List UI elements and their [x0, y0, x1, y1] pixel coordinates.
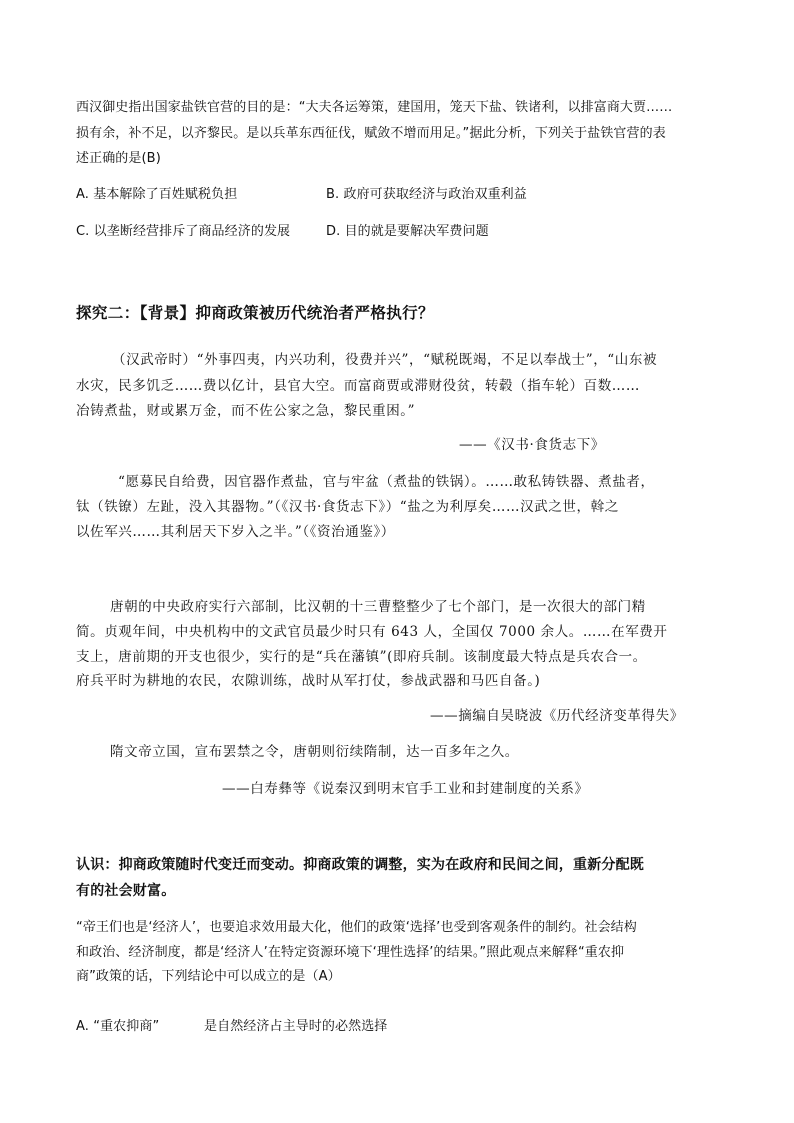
passage-1-line-2: 水灾，民多饥乏……费以亿计，县官大空。而富商贾或滞财役贫，转毂（指车轮）百数……: [76, 378, 640, 394]
question-2-line-2: 和政治、经济制度，都是‘经济人’在特定资源环境下‘理性选择’的结果。”照此观点来解释“重农抑: [76, 945, 625, 960]
passage-4-line: 隋文帝立国，宣布罢禁之令，唐朝则衍续隋制，达一百多年之久。: [110, 744, 519, 760]
passage-1-line-1: （汉武帝时）“外事四夷，内兴功利，役费并兴”，“赋税既竭，不足以奉战士”，“山东被: [112, 352, 658, 368]
passage-2-line-1: “愿募民自给费，因官器作煮盐，官与牢盆（煮盐的铁锅）。……敢私铸铁器、煮盐者，: [118, 474, 655, 490]
passage-2-line-3: 以佐军兴……其利居天下岁入之半。”（《资治通鉴》）: [76, 524, 395, 540]
passage-1-line-3: 冶铸煮盐，财或累万金，而不佐公家之急，黎民重困。”: [76, 403, 416, 419]
cognition-line-1: 认识：抑商政策随时代变迁而变动。抑商政策的调整，实为在政府和民间之间，重新分配既: [76, 857, 644, 873]
question-1-option-d: D. 目的就是要解决军费问题: [326, 224, 489, 239]
section-2-heading: 探究二：【背景】抑商政策被历代统治者严格执行？: [76, 304, 434, 322]
question-2-option-a-label: A. “重农抑商”: [76, 1019, 160, 1034]
passage-2-line-2: 钛（铁镣）左趾，没入其器物。”（《汉书·食货志下》）“盐之为利厚矣……汉武之世，斡之: [76, 499, 619, 515]
question-1-option-b: B. 政府可获取经济与政治双重利益: [326, 187, 527, 202]
question-1-option-c: C. 以垄断经营排斥了商品经济的发展: [76, 224, 291, 239]
question-2-line-3: 商”政策的话，下列结论中可以成立的是（A）: [76, 969, 341, 984]
cognition-line-2: 有的社会财富。: [76, 883, 176, 899]
question-2-line-1: “帝王们也是‘经济人’，也要追求效用最大化，他们的政策‘选择’也受到客观条件的制约。社会结构: [76, 920, 637, 935]
question-1-line-2: 损有余，补不足，以齐黎民。是以兵革东西征伐，赋敛不增而用足。”据此分析，下列关于盐铁官营的表: [76, 126, 666, 141]
passage-3-line-3: 支上，唐前期的开支也很少，实行的是“兵在藩镇”(即府兵制。该制度最大特点是兵农合一。: [76, 649, 647, 665]
passage-1-source: ——《汉书·食货志下》: [459, 437, 605, 453]
passage-3-line-2: 简。贞观年间，中央机构中的文武官员最少时只有 643 人，全国仅 7000 余人。……在军费开: [76, 624, 668, 640]
question-2-option-a-text: 是自然经济占主导时的必然选择: [204, 1019, 388, 1034]
question-1-line-3: 述正确的是(B): [76, 151, 161, 166]
passage-3-source: ——摘编自吴晓波《历代经济变革得失》: [430, 708, 684, 724]
question-1-option-a: A. 基本解除了百姓赋税负担: [76, 187, 238, 202]
passage-3-line-1: 唐朝的中央政府实行六部制，比汉朝的十三曹整整少了七个部门，是一次很大的部门精: [110, 599, 646, 615]
passage-4-source: ——白寿彝等《说秦汉到明末官手工业和封建制度的关系》: [222, 781, 589, 797]
question-1-line-1: 西汉御史指出国家盐铁官营的目的是：“大夫各运筹策，建国用，笼天下盐、铁诸利，以排富商大贾……: [76, 100, 673, 115]
passage-3-line-4: 府兵平时为耕地的农民，农隙训练，战时从军打仗，参战武器和马匹自备。): [76, 673, 541, 689]
